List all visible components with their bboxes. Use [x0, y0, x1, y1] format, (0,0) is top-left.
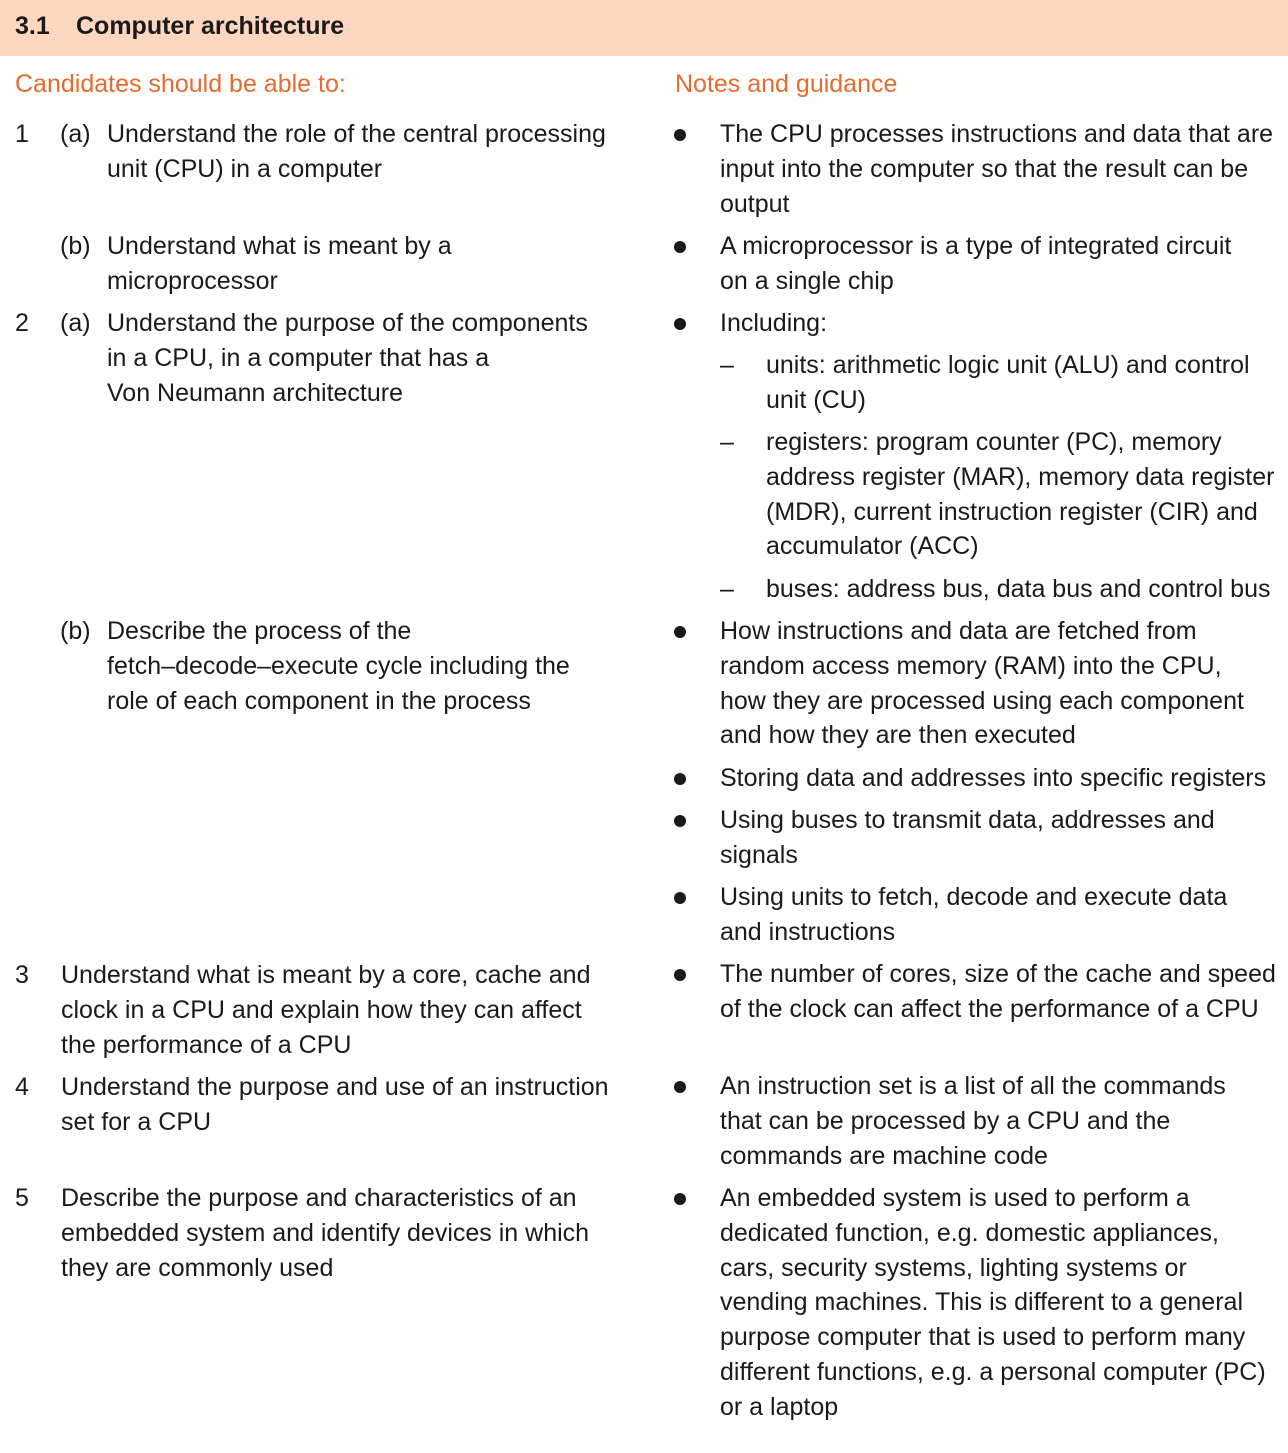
text-line: Understand the purpose of the components [107, 309, 588, 337]
text-line: The number of cores, size of the cache and speed [720, 960, 1276, 988]
bullet-icon [674, 129, 686, 141]
text-line: set for a CPU [61, 1107, 212, 1136]
text-line: on a single chip [720, 266, 894, 295]
objective-text [107, 306, 588, 410]
objective-text [61, 1070, 609, 1140]
text-line: embedded system and identify devices in which [61, 1218, 590, 1247]
objective-text [107, 117, 606, 187]
bullet-icon [674, 773, 686, 785]
text-line: units: arithmetic logic unit (ALU) and control [766, 351, 1250, 379]
objective-number: 5 [15, 1184, 29, 1212]
text-line: An instruction set is a list of all the commands [720, 1072, 1226, 1100]
guidance-note [720, 117, 1273, 221]
text-line: role of each component in the process [107, 686, 531, 715]
text-line: Understand the purpose and use of an instruction [61, 1073, 609, 1101]
text-line: that can be processed by a CPU and the [720, 1106, 1171, 1135]
text-line: address register (MAR), memory data register [766, 462, 1275, 491]
guidance-note [720, 957, 1276, 1027]
objective-text [107, 229, 452, 299]
guidance-note [720, 614, 1244, 753]
text-line: in a CPU, in a computer that has a [107, 343, 490, 372]
section-header [0, 0, 1288, 56]
section-number: 3.1 [15, 12, 50, 40]
dash-icon: – [720, 428, 734, 456]
bullet-icon [674, 1193, 686, 1205]
text-line: they are commonly used [61, 1253, 334, 1282]
bullet-icon [674, 1081, 686, 1093]
text-line: An embedded system is used to perform a [720, 1184, 1190, 1212]
text-line: clock in a CPU and explain how they can affect [61, 995, 582, 1024]
objective-number: 3 [15, 961, 29, 989]
objective-number: 4 [15, 1073, 29, 1101]
text-line: Understand what is meant by a core, cache and [61, 961, 591, 989]
text-line: vending machines. This is different to a general [720, 1288, 1243, 1317]
bullet-icon [674, 318, 686, 330]
guidance-note [720, 229, 1231, 299]
text-line: accumulator (ACC) [766, 532, 979, 561]
text-line: how they are processed using each component [720, 686, 1244, 715]
objective-number: 1 [15, 120, 29, 148]
text-line: Understand the role of the central processing [107, 120, 606, 148]
objective-text [107, 614, 570, 718]
guidance-note [720, 880, 1227, 950]
bullet-icon [674, 969, 686, 981]
text-line: random access memory (RAM) into the CPU, [720, 651, 1222, 680]
guidance-note [720, 306, 827, 341]
objective-text [61, 958, 590, 1062]
bullet-icon [674, 892, 686, 904]
text-line: signals [720, 840, 798, 869]
objective-sub-letter: (b) [60, 232, 91, 260]
text-line: The CPU processes instructions and data that are [720, 120, 1274, 148]
text-line: dedicated function, e.g. domestic appliances, [720, 1218, 1219, 1247]
guidance-note [720, 1181, 1266, 1425]
dash-icon: – [720, 575, 734, 603]
text-line: the performance of a CPU [61, 1030, 352, 1059]
text-line: Using buses to transmit data, addresses and [720, 806, 1215, 834]
text-line: Describe the purpose and characteristics of an [61, 1184, 577, 1212]
guidance-sub-note [766, 425, 1274, 564]
text-line: unit (CPU) in a computer [107, 154, 383, 183]
text-line: of the clock can affect the performance of a CPU [720, 994, 1259, 1023]
text-line: microprocessor [107, 266, 278, 295]
text-line: A microprocessor is a type of integrated circuit [720, 232, 1232, 260]
text-line: (MDR), current instruction register (CIR) and [766, 497, 1258, 526]
text-line: buses: address bus, data bus and control bus [766, 575, 1271, 603]
text-line: How instructions and data are fetched from [720, 617, 1197, 645]
guidance-note [720, 1069, 1226, 1173]
guidance-sub-note [766, 572, 1271, 607]
section-title: Computer architecture [76, 12, 345, 40]
guidance-sub-note [766, 348, 1250, 418]
guidance-note [720, 803, 1215, 873]
text-line: output [720, 189, 790, 218]
text-line: commands are machine code [720, 1141, 1048, 1170]
left-column-heading: Candidates should be able to: [15, 70, 346, 98]
bullet-icon [674, 815, 686, 827]
text-line: Describe the process of the [107, 617, 412, 645]
dash-icon: – [720, 351, 734, 379]
objective-sub-letter: (a) [60, 120, 91, 148]
text-line: registers: program counter (PC), memory [766, 428, 1222, 456]
right-column-heading: Notes and guidance [675, 70, 898, 98]
text-line: different functions, e.g. a personal computer (PC) [720, 1357, 1266, 1386]
bullet-icon [674, 241, 686, 253]
text-line: and instructions [720, 917, 896, 946]
text-line: unit (CU) [766, 385, 867, 414]
text-line: Storing data and addresses into specific registers [720, 764, 1267, 792]
text-line: or a laptop [720, 1392, 839, 1421]
objective-sub-letter: (a) [60, 309, 91, 337]
text-line: Understand what is meant by a [107, 232, 452, 260]
text-line: purpose computer that is used to perform many [720, 1323, 1246, 1352]
objective-number: 2 [15, 309, 29, 337]
objective-sub-letter: (b) [60, 617, 91, 645]
guidance-note [720, 761, 1266, 796]
text-line: input into the computer so that the result can be [720, 154, 1249, 183]
bullet-icon [674, 626, 686, 638]
text-line: and how they are then executed [720, 721, 1076, 750]
text-line: Von Neumann architecture [107, 378, 404, 407]
objective-text [61, 1181, 589, 1285]
text-line: Using units to fetch, decode and execute data [720, 883, 1228, 911]
text-line: cars, security systems, lighting systems or [720, 1253, 1187, 1282]
text-line: Including: [720, 309, 828, 337]
text-line: fetch–decode–execute cycle including the [107, 651, 570, 680]
